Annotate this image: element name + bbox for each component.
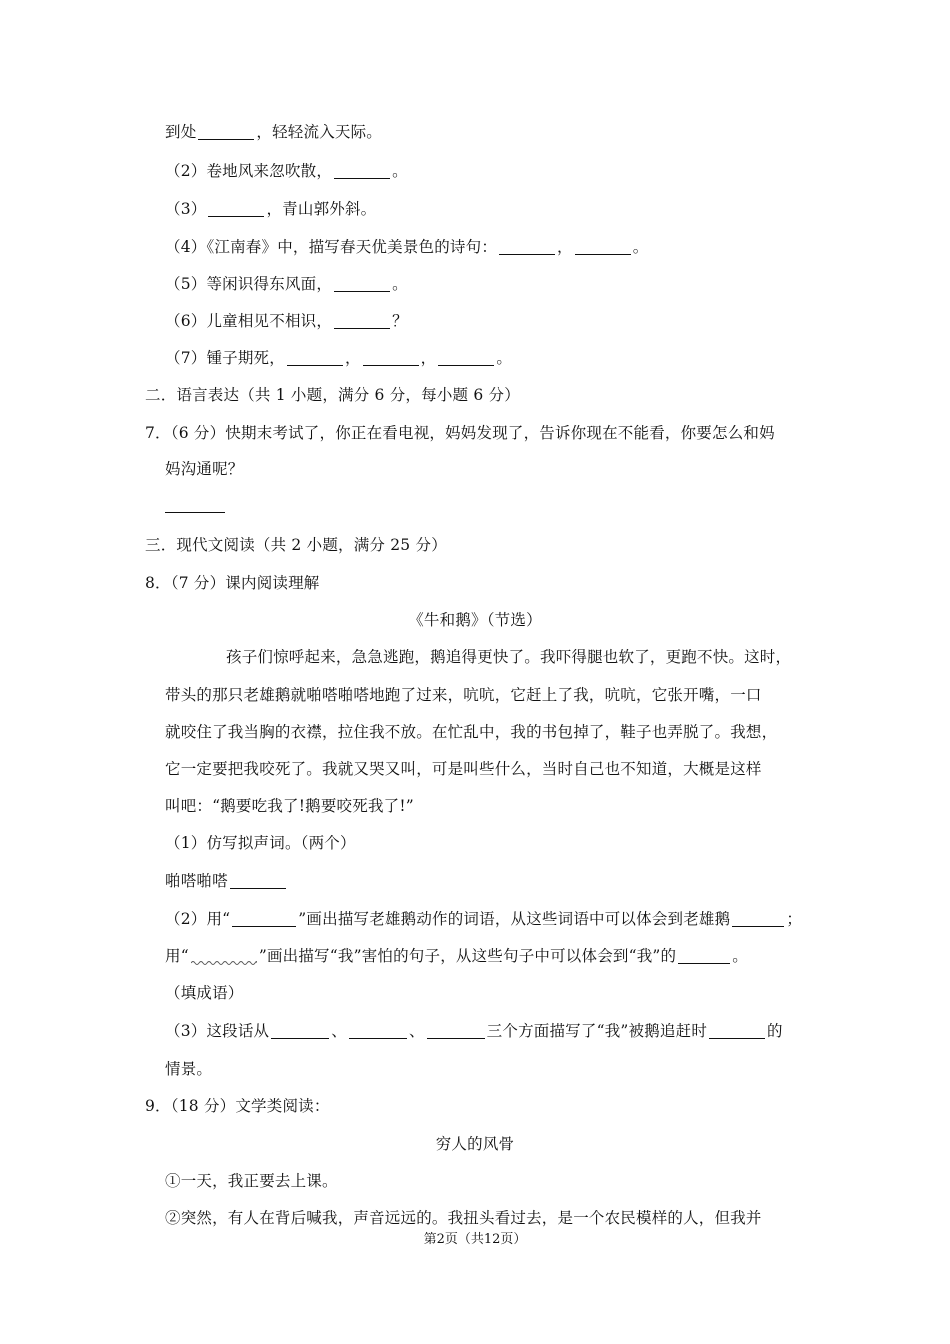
text-segment: 用“ (165, 947, 189, 965)
answer-blank[interactable] (575, 253, 631, 255)
answer-blank[interactable] (732, 925, 784, 927)
answer-blank[interactable] (709, 1037, 765, 1039)
page-footer: 第2页（共12页） (423, 1232, 527, 1247)
passage-line-1: 孩子们惊呼起来，急急逃跑，鹅追得更快了。我吓得腿也软了，更跑不快。这时， (226, 648, 792, 666)
text-segment: 、 (331, 1022, 347, 1040)
sub-question-1: （1）仿写拟声词。（两个） (165, 834, 356, 852)
passage-line-4: 它一定要把我咬死了。我就又哭又叫，可是叫些什么，当时自己也不知道，大概是这样 (165, 760, 762, 778)
fill-question-7 (165, 347, 512, 369)
answer-blank[interactable] (334, 290, 390, 292)
text-segment: 。 (496, 349, 513, 367)
answer-blank[interactable] (499, 253, 555, 255)
straight-underline-sample (232, 925, 296, 927)
text-segment: 。 (732, 947, 748, 965)
text-segment: 到处 (165, 123, 197, 141)
paragraph-2: ②突然，有人在背后喊我，声音远远的。我扭头看过去，是一个农民模样的人，但我并 (165, 1209, 762, 1227)
sub-question-1-example (165, 870, 288, 892)
answer-blank[interactable] (349, 1037, 407, 1039)
sub-question-2-line-2 (165, 945, 748, 967)
passage-line-3: 就咬住了我当胸的衣襟，拉住我不放。在忙乱中，我的书包掉了，鞋子也弄脱了。我想， (165, 723, 778, 741)
passage-title: 《牛和鹅》（节选） (408, 611, 542, 629)
fill-question-3 (165, 198, 376, 220)
answer-blank[interactable] (438, 364, 494, 366)
answer-blank[interactable] (363, 364, 419, 366)
text-segment: 。 (392, 275, 408, 293)
text-segment: ， (420, 349, 437, 367)
text-segment: （6）儿童相见不相识， (165, 312, 333, 330)
answer-blank[interactable] (678, 962, 730, 964)
text-segment: ”画出描写“我”害怕的句子，从这些句子中可以体会到“我”的 (258, 947, 677, 965)
text-segment: 三个方面描写了“我”被鹅追赶时 (486, 1022, 708, 1040)
sub-question-2-line-3: （填成语） (165, 984, 244, 1002)
text-segment: ”画出描写老雄鹅动作的词语，从这些词语中可以体会到老雄鹅 (298, 910, 731, 928)
text-segment: （3）这段话从 (165, 1022, 270, 1040)
text-segment: （4）《江南春》中，描写春天优美景色的诗句： (165, 238, 498, 256)
section-heading-2: 二．语言表达（共 1 小题，满分 6 分，每小题 6 分） (145, 386, 520, 404)
text-segment: ，轻轻流入天际。 (256, 123, 383, 141)
example-word: 啪嗒啪嗒 (165, 872, 228, 890)
text-segment: ？ (392, 312, 408, 330)
fill-question-4 (165, 236, 648, 258)
answer-blank[interactable] (287, 364, 343, 366)
passage-line-5: 叫吧：“鹅要吃我了!鹅要咬死我了!” (165, 797, 414, 815)
text-segment: （2）卷地风来忽吹散， (165, 162, 333, 180)
text-segment: ， (344, 349, 361, 367)
sub-question-3-line-2: 情景。 (165, 1060, 213, 1078)
section-heading-3: 三．现代文阅读（共 2 小题，满分 25 分） (145, 536, 447, 554)
answer-blank[interactable] (334, 327, 390, 329)
text-segment: ，青山郭外斜。 (266, 200, 377, 218)
text-segment: （7）锺子期死， (165, 349, 285, 367)
fill-question-6 (165, 310, 408, 332)
question-7-line-1: 7．（6 分）快期末考试了，你正在看电视，妈妈发现了，告诉你现在不能看，你要怎么和妈 (145, 424, 775, 442)
question-9-header: 9．（18 分）文学类阅读： (145, 1097, 330, 1115)
text-segment: 、 (408, 1022, 425, 1040)
text-segment: 的 (767, 1022, 783, 1040)
text-segment: 。 (392, 162, 408, 180)
wavy-underline-icon (191, 959, 257, 965)
question-8-header: 8．（7 分）课内阅读理解 (145, 574, 320, 592)
fill-question-2 (165, 160, 408, 182)
answer-blank[interactable] (334, 177, 390, 179)
text-segment: （5）等闲识得东风面， (165, 275, 333, 293)
answer-blank[interactable] (230, 887, 286, 889)
text-segment: ， (557, 238, 573, 256)
answer-blank[interactable] (208, 215, 264, 217)
passage-title-2: 穷人的风骨 (435, 1135, 515, 1153)
sub-question-2-line-1 (165, 908, 802, 930)
answer-line[interactable] (165, 512, 225, 513)
text-segment: （2）用“ (165, 910, 231, 928)
fill-question-5 (165, 273, 408, 295)
fill-line-1 (165, 121, 382, 143)
paragraph-1: ①一天，我正要去上课。 (165, 1172, 338, 1190)
passage-line-2: 带头的那只老雄鹅就啪嗒啪嗒地跑了过来，吭吭，它赶上了我，吭吭，它张开嘴，一口 (165, 686, 762, 704)
answer-blank[interactable] (427, 1037, 485, 1039)
text-segment: ； (786, 910, 803, 928)
sub-question-3-line-1 (165, 1020, 783, 1042)
answer-blank[interactable] (271, 1037, 329, 1039)
answer-blank[interactable] (198, 138, 254, 140)
question-7-line-2: 妈沟通呢？ (165, 460, 244, 478)
text-segment: 。 (632, 238, 649, 256)
text-segment: （3） (165, 200, 207, 218)
